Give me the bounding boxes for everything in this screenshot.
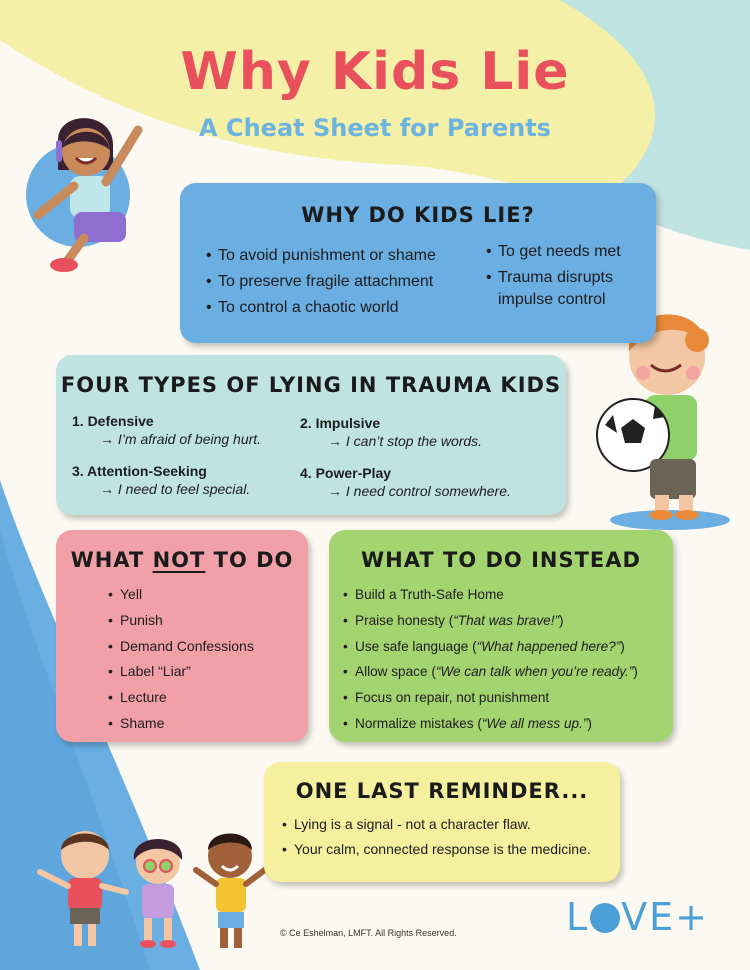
what-not-to-do-list bbox=[108, 582, 254, 737]
why-reason-item: • To preserve fragile attachment bbox=[206, 269, 476, 295]
instead-paren: ( bbox=[448, 612, 454, 628]
instead-paren: ( bbox=[472, 638, 477, 654]
instead-paren: ) bbox=[620, 638, 625, 654]
instead-quote: “That was brave!” bbox=[453, 612, 559, 628]
instead-paren: ( bbox=[431, 664, 436, 680]
instead-item bbox=[343, 659, 673, 685]
lying-type-item bbox=[300, 415, 540, 449]
lying-type-item bbox=[72, 413, 312, 447]
instead-paren: ) bbox=[587, 715, 592, 731]
reminder-list bbox=[282, 812, 612, 862]
what-not-to-do-card bbox=[56, 530, 308, 742]
lying-type-desc: → I can’t stop the words. bbox=[328, 433, 483, 449]
what-to-do-instead-heading: WHAT TO DO INSTEAD bbox=[361, 548, 641, 572]
why-kids-lie-heading: WHY DO KIDS LIE? bbox=[301, 203, 535, 227]
instead-quote: “We all mess up.” bbox=[481, 715, 588, 731]
not-to-do-item: • Lecture bbox=[108, 685, 254, 711]
lying-type-desc: → I need control somewhere. bbox=[328, 483, 511, 499]
instead-text: Normalize mistakes bbox=[355, 715, 478, 731]
logo-text: VE+ bbox=[621, 895, 710, 939]
instead-item bbox=[343, 608, 673, 634]
instead-paren: ) bbox=[633, 664, 638, 680]
not-to-do-item: • Label “Liar” bbox=[108, 659, 254, 685]
logo-text: L bbox=[566, 895, 590, 939]
reminder-item: • Your calm, connected response is the medicine. bbox=[282, 837, 612, 862]
instead-text: Use safe language bbox=[355, 638, 473, 654]
why-reasons-left-list bbox=[206, 243, 476, 321]
what-not-to-do-heading bbox=[56, 548, 308, 572]
what-to-do-instead-card bbox=[329, 530, 673, 742]
four-types-heading: FOUR TYPES OF LYING IN TRAUMA KIDS bbox=[60, 373, 562, 397]
lying-type-name: 2. Impulsive bbox=[300, 415, 381, 431]
page-title: Why Kids Lie bbox=[180, 42, 570, 102]
instead-paren: ( bbox=[477, 715, 482, 731]
lying-type-name: 3. Attention-Seeking bbox=[72, 463, 207, 479]
why-reason-item: • To get needs met bbox=[486, 241, 646, 263]
instead-item bbox=[343, 582, 673, 608]
instead-text: Build a Truth-Safe Home bbox=[355, 587, 504, 602]
love-plus-logo bbox=[566, 895, 709, 939]
girl-jumping-illustration bbox=[18, 100, 178, 280]
three-kids-waving-illustration bbox=[30, 820, 280, 960]
why-reason-item: • To avoid punishment or shame bbox=[206, 243, 476, 269]
one-last-reminder-card bbox=[264, 762, 620, 882]
instead-quote: “What happened here?” bbox=[476, 638, 621, 654]
instead-item bbox=[343, 685, 673, 711]
lying-type-desc: → I need to feel special. bbox=[100, 481, 251, 497]
one-last-reminder-heading: ONE LAST REMINDER... bbox=[295, 779, 589, 803]
not-to-do-item: • Demand Confessions bbox=[108, 634, 254, 660]
not-to-do-item: • Shame bbox=[108, 711, 254, 737]
why-reasons-right-list bbox=[486, 241, 646, 315]
instead-text: Allow space bbox=[355, 664, 432, 680]
instead-paren: ) bbox=[559, 612, 564, 628]
instead-text: Focus on repair, not punishment bbox=[355, 690, 550, 706]
lying-type-name: 4. Power-Play bbox=[300, 465, 392, 481]
heading-part: WHAT bbox=[70, 548, 153, 572]
not-to-do-item: • Punish bbox=[108, 608, 254, 634]
lying-type-item bbox=[300, 465, 540, 499]
heading-part: TO DO bbox=[205, 548, 294, 572]
page-subtitle: A Cheat Sheet for Parents bbox=[199, 114, 551, 142]
heading-emphasis: NOT bbox=[152, 548, 206, 572]
four-types-card bbox=[56, 355, 566, 515]
why-kids-lie-card bbox=[180, 183, 656, 343]
lying-type-desc: → I’m afraid of being hurt. bbox=[100, 431, 262, 447]
what-to-do-instead-list bbox=[343, 582, 673, 737]
instead-item bbox=[343, 634, 673, 660]
lying-type-name: 1. Defensive bbox=[72, 413, 154, 429]
instead-quote: “We can talk when you’re ready.” bbox=[435, 664, 634, 680]
reminder-item: • Lying is a signal - not a character flaw. bbox=[282, 812, 612, 837]
why-reason-item: • Trauma disrupts impulse control bbox=[486, 267, 646, 311]
why-reason-item: • To control a chaotic world bbox=[206, 295, 476, 321]
logo-circle-icon bbox=[590, 903, 620, 933]
lying-type-item bbox=[72, 463, 312, 497]
copyright-notice: © Ce Eshelman, LMFT. All Rights Reserved. bbox=[280, 928, 457, 938]
instead-text: Praise honesty bbox=[355, 612, 449, 628]
not-to-do-item: • Yell bbox=[108, 582, 254, 608]
instead-item bbox=[343, 711, 673, 737]
